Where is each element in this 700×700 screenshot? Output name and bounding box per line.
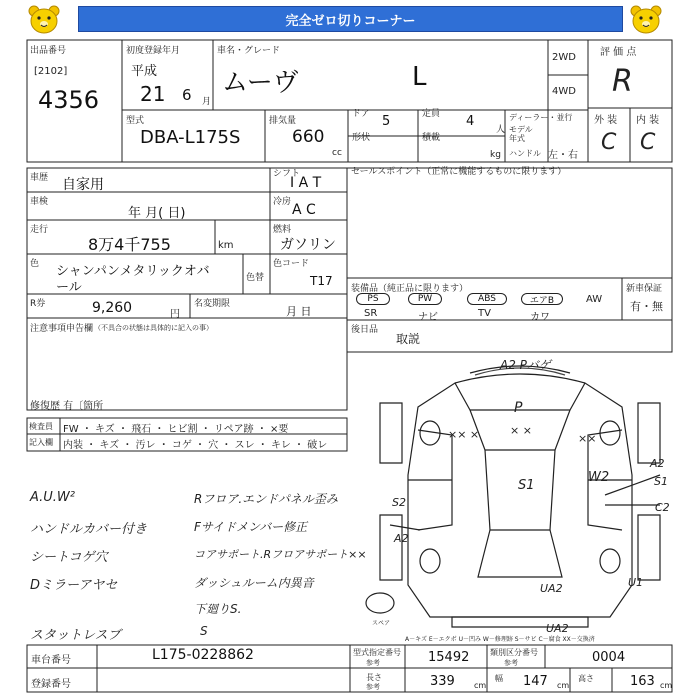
- capacity-value: 4: [466, 114, 475, 129]
- dealer-label: ディーラー・並行: [509, 113, 573, 122]
- mark-ua2-low: UA2: [540, 582, 563, 595]
- capacity-label: 定員: [422, 109, 441, 119]
- notes-label: 注意事項申告欄: [30, 324, 94, 334]
- mark-ua2-bottom: UA2: [546, 622, 569, 635]
- score-interior: C: [640, 130, 656, 155]
- remark-left-4: Dミラーアヤセ: [30, 578, 118, 593]
- mark-xx-right: ××: [578, 432, 597, 445]
- car-name-value: ムーヴ: [222, 68, 299, 98]
- spare-label: スペア: [372, 620, 391, 627]
- mileage-label: 走行: [30, 225, 49, 235]
- door-shape-label: 形状: [352, 133, 371, 143]
- repair-label: 修復歴 有〔箇所: [30, 401, 104, 412]
- aircon-label: 冷房: [273, 197, 292, 207]
- type-no-value: 15492: [428, 650, 470, 665]
- lot-code: [2102]: [34, 66, 68, 77]
- score-value: R: [612, 64, 633, 99]
- new-warranty-value: 有・無: [630, 300, 663, 313]
- first-reg-month: 6: [182, 86, 192, 104]
- notes-sub: （不具合の状態は具体的に記入の事）: [94, 324, 213, 332]
- inspector-label-1: 検査員: [29, 422, 53, 431]
- remark-right-2: Fサイドメンバー修正: [194, 520, 308, 534]
- lot-label: 出品番号: [30, 46, 67, 56]
- name-change-value: 月 日: [286, 305, 312, 318]
- equip-tv: TV: [478, 308, 491, 319]
- score-exterior-label: 外 装: [594, 115, 618, 126]
- dims-sub: 参考: [366, 683, 380, 691]
- recycle-value: 9,260: [92, 300, 133, 316]
- first-reg-year: 21: [140, 82, 166, 106]
- first-reg-era: 平成: [131, 64, 158, 79]
- drive-2wd: 2WD: [552, 52, 576, 63]
- score-interior-label: 内 装: [636, 115, 660, 126]
- car-diagram-icon: [360, 355, 680, 640]
- length-value: 339: [430, 674, 455, 689]
- category-no-value: 0004: [592, 650, 626, 665]
- color-value-line1: シャンパンメタリックオバ: [56, 264, 210, 279]
- model-value: DBA-L175S: [140, 127, 241, 148]
- registration-label: 登録番号: [31, 679, 71, 690]
- mark-top: A2 Pバゲ: [500, 358, 551, 372]
- height-label: 高さ: [578, 674, 594, 683]
- shift-value: I A T: [290, 175, 322, 191]
- equip-abs: ABS: [467, 293, 507, 305]
- width-value: 147: [523, 674, 548, 689]
- mark-u1: U1: [628, 576, 644, 589]
- inspection-value: 年 月( 日): [128, 206, 186, 221]
- equip-sr: SR: [364, 308, 378, 319]
- equipment-label: 装備品（純正品に限ります）: [351, 284, 469, 294]
- remark-left-5: スタットレスブ: [30, 628, 121, 643]
- equip-airbag: エアB: [521, 293, 563, 305]
- inspector-label-2: 記入欄: [29, 438, 53, 447]
- model-year-label: モデル年式: [509, 125, 533, 143]
- mark-s-spare: S: [200, 624, 208, 638]
- height-value: 163: [630, 674, 655, 689]
- handle-options: 左・右: [548, 150, 578, 161]
- recycle-label: R券: [30, 299, 46, 309]
- color-label: 色: [30, 259, 40, 269]
- lot-number: 4356: [38, 86, 100, 114]
- score-label: 評 価 点: [600, 47, 637, 58]
- mark-a2-left: A2: [394, 532, 409, 545]
- inspection-row-1: FW ・ キズ ・ 飛石 ・ ヒビ割 ・ リペア跡 ・ ×要: [63, 424, 289, 435]
- width-label: 幅: [495, 674, 503, 683]
- remark-right-4: ダッシュルーム内異音: [194, 576, 314, 590]
- fuel-label: 燃料: [273, 225, 292, 235]
- mark-w2: W2: [588, 470, 610, 485]
- type-no-sub: 参考: [366, 659, 380, 667]
- remark-right-3: コアサポート.Rフロアサポート××: [194, 548, 367, 561]
- engine-unit: cc: [332, 148, 342, 158]
- remark-left-2: ハンドルカバー付き: [30, 522, 148, 537]
- handle-label: ハンドル: [509, 149, 541, 158]
- mark-a2-right: A2: [650, 457, 665, 470]
- chassis-label: 車台番号: [31, 655, 71, 666]
- sales-point-label: セールスポイント（正常に機能するものに限ります）: [351, 167, 567, 177]
- car-name-label: 車名・グレード: [217, 46, 281, 56]
- remark-right-1: Rフロア.エンドパネル歪み: [194, 492, 338, 506]
- mark-c2: C2: [655, 501, 670, 514]
- length-label: 長さ: [366, 673, 382, 682]
- load-unit: kg: [490, 150, 501, 160]
- mark-xx-front: × ×: [510, 424, 532, 437]
- mark-s1-right: S1: [654, 475, 668, 488]
- shift-label: シフト: [273, 169, 301, 179]
- engine-label: 排気量: [269, 116, 297, 126]
- inspection-row-2: 内装 ・ キズ ・ 汚レ ・ コゲ ・ 穴 ・ スレ ・ キレ ・ 破レ: [63, 440, 328, 451]
- remark-left-1: A.U.W²: [30, 490, 75, 505]
- category-no-sub: 参考: [504, 659, 518, 667]
- mark-p: P: [514, 400, 523, 416]
- equip-leather: カワ: [530, 312, 550, 323]
- score-exterior: C: [601, 130, 617, 155]
- height-unit: cm: [660, 681, 673, 690]
- header-banner: 完全ゼロ切りコーナー: [78, 6, 623, 32]
- color-code-label: 色コード: [273, 259, 310, 269]
- drive-4wd: 4WD: [552, 86, 576, 97]
- equip-pw: PW: [408, 293, 442, 305]
- new-warranty-label: 新車保証: [626, 284, 663, 294]
- equip-navi: ナビ: [418, 312, 438, 323]
- fuel-value: ガソリン: [280, 237, 336, 253]
- history-label: 車歴: [30, 173, 49, 183]
- color-code: T17: [310, 274, 333, 288]
- rear-parts-label: 後日品: [351, 325, 379, 335]
- chassis-value: L175-0228862: [152, 647, 254, 663]
- rear-parts-value: 取説: [396, 332, 421, 346]
- first-reg-label: 初度登録年月: [126, 46, 181, 56]
- door-label: ドア: [352, 109, 370, 119]
- color-change-label: 色替: [246, 273, 265, 283]
- type-no-label: 型式指定番号: [353, 648, 401, 657]
- capacity-unit: 人: [496, 125, 506, 135]
- mark-xx-left: ×× ×: [448, 428, 480, 441]
- mark-s2: S2: [392, 496, 406, 509]
- width-unit: cm: [557, 681, 570, 690]
- equip-ps: PS: [356, 293, 390, 305]
- mileage-value: 8万4千755: [88, 235, 171, 254]
- remark-left-3: シートコゲ穴: [30, 550, 108, 565]
- mark-s1: S1: [518, 478, 535, 493]
- damage-legend: A－キズ E－エクボ U－凹み W－修理跡 S－サビ C－腐食 XX－交換済: [405, 636, 595, 643]
- load-label: 積載: [422, 133, 441, 143]
- history-value: 自家用: [62, 177, 104, 193]
- door-value: 5: [382, 114, 391, 129]
- equip-aw: AW: [586, 294, 603, 305]
- inspection-label: 車検: [30, 197, 49, 207]
- name-change-label: 名変期限: [194, 299, 231, 309]
- first-reg-month-unit: 月: [202, 97, 212, 107]
- color-value-line2: ール: [56, 280, 82, 295]
- recycle-unit: 円: [170, 309, 180, 320]
- model-label: 型式: [126, 116, 145, 126]
- aircon-value: A C: [292, 202, 316, 218]
- engine-value: 660: [292, 127, 325, 147]
- car-grade-value: L: [412, 62, 427, 92]
- mileage-unit: km: [218, 240, 234, 251]
- remark-right-5: 下廻りS.: [194, 602, 242, 616]
- length-unit: cm: [474, 681, 487, 690]
- category-no-label: 類別区分番号: [490, 648, 538, 657]
